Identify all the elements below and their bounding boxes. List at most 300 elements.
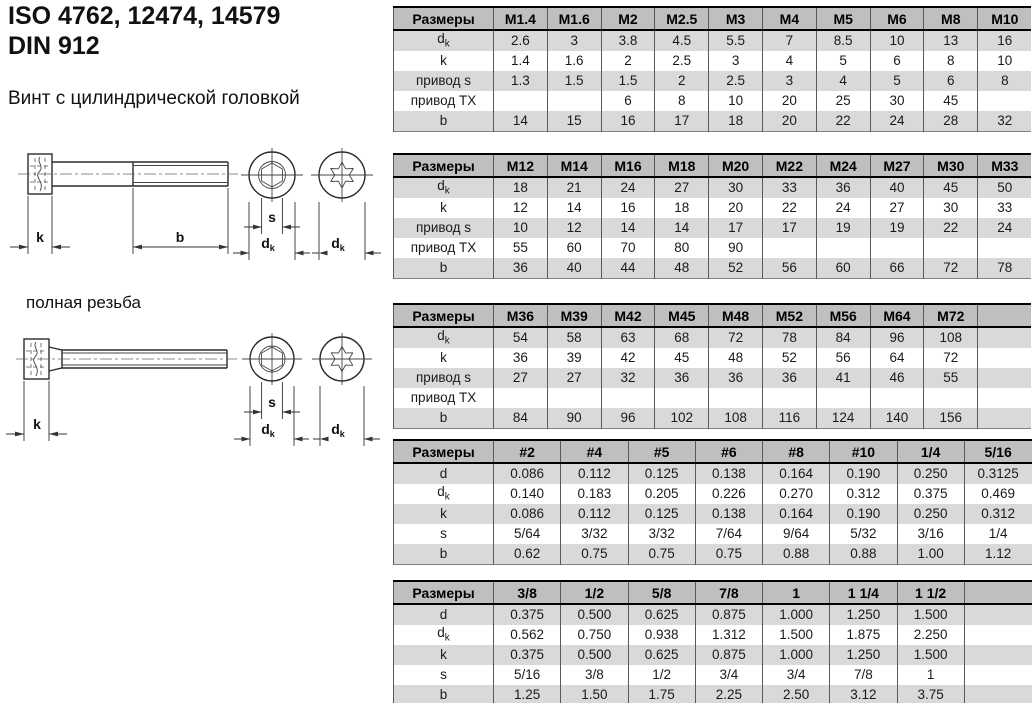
- value-cell: 55: [494, 238, 548, 258]
- table-row: [394, 625, 1032, 645]
- row-label: b: [394, 408, 494, 429]
- size-column-header: 5/8: [628, 581, 695, 604]
- value-cell: 8: [655, 91, 709, 111]
- size-column-header: M24: [816, 154, 870, 177]
- value-cell: 5: [816, 51, 870, 71]
- value-cell: 25: [816, 91, 870, 111]
- value-cell: 3.12: [830, 685, 897, 703]
- value-cell: 0.112: [561, 504, 628, 524]
- row-label: привод TX: [394, 238, 494, 258]
- value-cell: 1/4: [964, 524, 1031, 544]
- value-cell: 45: [924, 177, 978, 198]
- value-cell: 22: [762, 198, 816, 218]
- value-cell: 14: [494, 111, 548, 132]
- value-cell: 1.000: [763, 645, 830, 665]
- value-cell: 0.375: [494, 645, 561, 665]
- value-cell: 6: [924, 71, 978, 91]
- value-cell: [978, 91, 1032, 111]
- value-cell: 1.5: [547, 71, 601, 91]
- dk-dim-label-torx: $d_k$: [331, 421, 345, 439]
- value-cell: 2: [601, 51, 655, 71]
- left-pane: [0, 0, 392, 703]
- spec-table: [393, 153, 1031, 279]
- value-cell: 3/4: [763, 665, 830, 685]
- row-label: $d_k$: [394, 30, 494, 51]
- value-cell: 14: [547, 198, 601, 218]
- value-cell: 27: [655, 177, 709, 198]
- value-cell: 55: [924, 368, 978, 388]
- table-row: [394, 218, 1032, 238]
- empty-cell: [978, 327, 1032, 348]
- inch-table-3-8-1-1-2: [393, 580, 1031, 703]
- value-cell: [547, 91, 601, 111]
- value-cell: 30: [709, 177, 763, 198]
- table-row: [394, 504, 1032, 524]
- value-cell: 140: [870, 408, 924, 429]
- row-label: b: [394, 111, 494, 132]
- value-cell: 1.00: [897, 544, 964, 565]
- row-label: $d_k$: [394, 177, 494, 198]
- value-cell: 68: [655, 327, 709, 348]
- value-cell: 1.500: [897, 645, 964, 665]
- row-label: b: [394, 685, 494, 703]
- size-column-header: M4: [762, 7, 816, 30]
- size-column-header: 7/8: [695, 581, 762, 604]
- size-column-header: M14: [547, 154, 601, 177]
- table-row: [394, 685, 1032, 703]
- s-dim-label: s: [268, 209, 276, 225]
- table-row: [394, 484, 1032, 504]
- value-cell: [816, 238, 870, 258]
- value-cell: [762, 238, 816, 258]
- value-cell: 5/32: [830, 524, 897, 544]
- screw-drawing-partial-thread: [4, 148, 389, 270]
- size-column-header: 1 1/4: [830, 581, 897, 604]
- size-column-header: M8: [924, 7, 978, 30]
- value-cell: 33: [762, 177, 816, 198]
- value-cell: 52: [709, 258, 763, 279]
- value-cell: 56: [816, 348, 870, 368]
- value-cell: 36: [816, 177, 870, 198]
- value-cell: 20: [709, 198, 763, 218]
- value-cell: 0.226: [695, 484, 762, 504]
- value-cell: 2: [655, 71, 709, 91]
- value-cell: 0.938: [628, 625, 695, 645]
- value-cell: 0.625: [628, 645, 695, 665]
- value-cell: 0.270: [763, 484, 830, 504]
- value-cell: 0.250: [897, 463, 964, 484]
- value-cell: 44: [601, 258, 655, 279]
- value-cell: 90: [709, 238, 763, 258]
- value-cell: 1.12: [964, 544, 1031, 565]
- size-column-header: #6: [695, 440, 762, 463]
- empty-cell: [978, 368, 1032, 388]
- value-cell: 32: [601, 368, 655, 388]
- value-cell: 12: [494, 198, 548, 218]
- value-cell: 33: [978, 198, 1032, 218]
- value-cell: 20: [762, 91, 816, 111]
- empty-cell: [964, 645, 1031, 665]
- value-cell: 0.88: [830, 544, 897, 565]
- value-cell: 27: [494, 368, 548, 388]
- value-cell: 0.469: [964, 484, 1031, 504]
- value-cell: 2.5: [709, 71, 763, 91]
- value-cell: 1.50: [561, 685, 628, 703]
- row-label: k: [394, 645, 494, 665]
- empty-cell: [978, 388, 1032, 408]
- value-cell: 7/64: [695, 524, 762, 544]
- size-column-header: M1.4: [494, 7, 548, 30]
- spec-table: [393, 580, 1032, 703]
- value-cell: 14: [601, 218, 655, 238]
- metric-table-m12-m33: [393, 153, 1031, 279]
- value-cell: 2.25: [695, 685, 762, 703]
- value-cell: 24: [978, 218, 1032, 238]
- value-cell: [870, 238, 924, 258]
- value-cell: [870, 388, 924, 408]
- value-cell: 108: [709, 408, 763, 429]
- value-cell: 16: [601, 198, 655, 218]
- value-cell: 2.5: [655, 51, 709, 71]
- value-cell: 16: [601, 111, 655, 132]
- value-cell: 84: [816, 327, 870, 348]
- table-row: [394, 645, 1032, 665]
- value-cell: 18: [709, 111, 763, 132]
- value-cell: 22: [816, 111, 870, 132]
- row-label: k: [394, 348, 494, 368]
- value-cell: 1.000: [763, 604, 830, 625]
- page-title-din: DIN 912: [8, 32, 100, 60]
- value-cell: 0.375: [897, 484, 964, 504]
- s-dim-label: s: [268, 394, 276, 410]
- value-cell: 0.75: [561, 544, 628, 565]
- value-cell: 72: [924, 258, 978, 279]
- value-cell: 30: [924, 198, 978, 218]
- value-cell: 8: [978, 71, 1032, 91]
- corner-header: Размеры: [394, 154, 494, 177]
- value-cell: 2.6: [494, 30, 548, 51]
- size-column-header: M39: [547, 304, 601, 327]
- value-cell: 46: [870, 368, 924, 388]
- value-cell: 36: [762, 368, 816, 388]
- table-row: [394, 665, 1032, 685]
- size-column-header: 1: [763, 581, 830, 604]
- size-column-header: #2: [494, 440, 561, 463]
- empty-cell: [964, 685, 1031, 703]
- row-label: b: [394, 258, 494, 279]
- dk-dim-label-torx: $d_k$: [331, 235, 345, 253]
- size-column-header: M33: [978, 154, 1032, 177]
- size-column-header: 5/16: [964, 440, 1031, 463]
- corner-header: Размеры: [394, 7, 494, 30]
- value-cell: 0.164: [763, 463, 830, 484]
- value-cell: 0.500: [561, 604, 628, 625]
- value-cell: 1.500: [897, 604, 964, 625]
- value-cell: [494, 91, 548, 111]
- value-cell: 0.75: [628, 544, 695, 565]
- value-cell: 60: [547, 238, 601, 258]
- value-cell: 0.138: [695, 463, 762, 484]
- value-cell: [709, 388, 763, 408]
- value-cell: 1: [897, 665, 964, 685]
- table-row: [394, 524, 1032, 544]
- value-cell: [924, 238, 978, 258]
- value-cell: 3: [709, 51, 763, 71]
- k-arrow-left: [15, 432, 24, 437]
- value-cell: 17: [709, 218, 763, 238]
- value-cell: 17: [655, 111, 709, 132]
- value-cell: 5.5: [709, 30, 763, 51]
- corner-header: Размеры: [394, 581, 494, 604]
- value-cell: 0.190: [830, 504, 897, 524]
- value-cell: 3/32: [561, 524, 628, 544]
- value-cell: 1.5: [601, 71, 655, 91]
- value-cell: 13: [924, 30, 978, 51]
- value-cell: 40: [547, 258, 601, 279]
- table-row: [394, 258, 1032, 279]
- value-cell: 4: [762, 51, 816, 71]
- value-cell: 5/64: [494, 524, 561, 544]
- empty-column-header: [978, 304, 1032, 327]
- empty-cell: [978, 408, 1032, 429]
- value-cell: 0.312: [830, 484, 897, 504]
- value-cell: 0.625: [628, 604, 695, 625]
- size-column-header: M1.6: [547, 7, 601, 30]
- size-column-header: M12: [494, 154, 548, 177]
- size-column-header: M64: [870, 304, 924, 327]
- value-cell: 0.3125: [964, 463, 1031, 484]
- value-cell: 102: [655, 408, 709, 429]
- value-cell: 3: [547, 30, 601, 51]
- value-cell: 1/2: [628, 665, 695, 685]
- spec-table: [393, 6, 1031, 132]
- value-cell: 0.88: [763, 544, 830, 565]
- value-cell: 0.140: [494, 484, 561, 504]
- size-column-header: M42: [601, 304, 655, 327]
- value-cell: 156: [924, 408, 978, 429]
- size-column-header: M2.5: [655, 7, 709, 30]
- value-cell: 5/16: [494, 665, 561, 685]
- value-cell: 10: [978, 51, 1032, 71]
- value-cell: 56: [762, 258, 816, 279]
- torx-socket-view: [311, 148, 381, 260]
- value-cell: 90: [547, 408, 601, 429]
- table-row: [394, 91, 1032, 111]
- hex-socket-view: [234, 333, 309, 446]
- table-row: [394, 388, 1032, 408]
- corner-header: Размеры: [394, 440, 494, 463]
- value-cell: 40: [870, 177, 924, 198]
- inch-table-no2-5-16: [393, 439, 1031, 565]
- value-cell: 0.750: [561, 625, 628, 645]
- size-column-header: #4: [561, 440, 628, 463]
- value-cell: 72: [924, 348, 978, 368]
- value-cell: 0.190: [830, 463, 897, 484]
- page-title-iso: ISO 4762, 12474, 14579: [8, 2, 281, 30]
- metric-table-m1.4-m10: [393, 6, 1031, 132]
- empty-column-header: [964, 581, 1031, 604]
- value-cell: 3: [762, 71, 816, 91]
- size-column-header: 1 1/2: [897, 581, 964, 604]
- value-cell: 2.50: [763, 685, 830, 703]
- value-cell: 24: [870, 111, 924, 132]
- value-cell: 39: [547, 348, 601, 368]
- value-cell: 0.164: [763, 504, 830, 524]
- row-label: $d_k$: [394, 484, 494, 504]
- value-cell: 96: [870, 327, 924, 348]
- value-cell: 1.4: [494, 51, 548, 71]
- dimension-tables-pane: [393, 6, 1031, 703]
- value-cell: 45: [655, 348, 709, 368]
- value-cell: 66: [870, 258, 924, 279]
- value-cell: 2.250: [897, 625, 964, 645]
- value-cell: 54: [494, 327, 548, 348]
- value-cell: 28: [924, 111, 978, 132]
- table-row: [394, 71, 1032, 91]
- k-arrow-left: [19, 245, 28, 250]
- size-column-header: #8: [763, 440, 830, 463]
- row-label: d: [394, 463, 494, 484]
- value-cell: 0.562: [494, 625, 561, 645]
- row-label: привод s: [394, 71, 494, 91]
- table-row: [394, 348, 1032, 368]
- value-cell: 15: [547, 111, 601, 132]
- value-cell: 3/4: [695, 665, 762, 685]
- row-label: d: [394, 604, 494, 625]
- table-row: [394, 30, 1032, 51]
- dk-dim-label: $d_k$: [261, 235, 275, 253]
- value-cell: 0.875: [695, 645, 762, 665]
- value-cell: 0.250: [897, 504, 964, 524]
- value-cell: 96: [601, 408, 655, 429]
- value-cell: 7: [762, 30, 816, 51]
- dk-dim-label: $d_k$: [261, 421, 275, 439]
- value-cell: 0.183: [561, 484, 628, 504]
- value-cell: 9/64: [763, 524, 830, 544]
- value-cell: [762, 388, 816, 408]
- screw-drawing-full-thread: [4, 328, 389, 458]
- value-cell: 3.75: [897, 685, 964, 703]
- b-arrow-left: [133, 245, 142, 250]
- value-cell: 3.8: [601, 30, 655, 51]
- k-dim-label: k: [33, 416, 41, 432]
- empty-cell: [978, 348, 1032, 368]
- size-column-header: M36: [494, 304, 548, 327]
- value-cell: 64: [870, 348, 924, 368]
- value-cell: 24: [816, 198, 870, 218]
- value-cell: 78: [762, 327, 816, 348]
- size-column-header: M27: [870, 154, 924, 177]
- value-cell: 6: [601, 91, 655, 111]
- row-label: k: [394, 51, 494, 71]
- empty-cell: [964, 665, 1031, 685]
- spec-table: [393, 439, 1032, 565]
- empty-cell: [964, 604, 1031, 625]
- value-cell: 8: [924, 51, 978, 71]
- size-column-header: 3/8: [494, 581, 561, 604]
- value-cell: 36: [655, 368, 709, 388]
- value-cell: 1.75: [628, 685, 695, 703]
- value-cell: 3/16: [897, 524, 964, 544]
- value-cell: 1.500: [763, 625, 830, 645]
- value-cell: 58: [547, 327, 601, 348]
- value-cell: 14: [655, 218, 709, 238]
- full-thread-caption: полная резьба: [26, 293, 141, 312]
- size-column-header: M48: [709, 304, 763, 327]
- value-cell: 1.312: [695, 625, 762, 645]
- value-cell: 0.086: [494, 463, 561, 484]
- size-column-header: M56: [816, 304, 870, 327]
- value-cell: 4: [816, 71, 870, 91]
- value-cell: 21: [547, 177, 601, 198]
- value-cell: [816, 388, 870, 408]
- value-cell: [655, 388, 709, 408]
- row-label: привод TX: [394, 388, 494, 408]
- size-column-header: M22: [762, 154, 816, 177]
- value-cell: 1.250: [830, 645, 897, 665]
- value-cell: 41: [816, 368, 870, 388]
- row-label: s: [394, 665, 494, 685]
- value-cell: 27: [547, 368, 601, 388]
- table-row: [394, 604, 1032, 625]
- row-label: $d_k$: [394, 625, 494, 645]
- table-row: [394, 51, 1032, 71]
- value-cell: 52: [762, 348, 816, 368]
- value-cell: 27: [870, 198, 924, 218]
- value-cell: 63: [601, 327, 655, 348]
- value-cell: 0.312: [964, 504, 1031, 524]
- k-dim-label: k: [36, 229, 44, 245]
- value-cell: 3/32: [628, 524, 695, 544]
- value-cell: 0.875: [695, 604, 762, 625]
- value-cell: 5: [870, 71, 924, 91]
- value-cell: 36: [494, 348, 548, 368]
- value-cell: 1.6: [547, 51, 601, 71]
- row-label: s: [394, 524, 494, 544]
- value-cell: 22: [924, 218, 978, 238]
- table-row: [394, 238, 1032, 258]
- value-cell: 108: [924, 327, 978, 348]
- row-label: k: [394, 198, 494, 218]
- table-row: [394, 408, 1032, 429]
- value-cell: 0.62: [494, 544, 561, 565]
- size-column-header: #10: [830, 440, 897, 463]
- value-cell: 30: [870, 91, 924, 111]
- value-cell: 19: [816, 218, 870, 238]
- value-cell: 1.25: [494, 685, 561, 703]
- value-cell: 0.138: [695, 504, 762, 524]
- value-cell: 1.3: [494, 71, 548, 91]
- value-cell: 12: [547, 218, 601, 238]
- value-cell: 1.250: [830, 604, 897, 625]
- row-label: привод s: [394, 368, 494, 388]
- value-cell: 48: [709, 348, 763, 368]
- size-column-header: M30: [924, 154, 978, 177]
- k-arrow-right: [52, 245, 61, 250]
- b-arrow-right: [219, 245, 228, 250]
- value-cell: 80: [655, 238, 709, 258]
- row-label: привод TX: [394, 91, 494, 111]
- table-row: [394, 177, 1032, 198]
- value-cell: [924, 388, 978, 408]
- value-cell: 48: [655, 258, 709, 279]
- value-cell: 4.5: [655, 30, 709, 51]
- table-row: [394, 111, 1032, 132]
- value-cell: 7/8: [830, 665, 897, 685]
- value-cell: 116: [762, 408, 816, 429]
- value-cell: 84: [494, 408, 548, 429]
- row-label: $d_k$: [394, 327, 494, 348]
